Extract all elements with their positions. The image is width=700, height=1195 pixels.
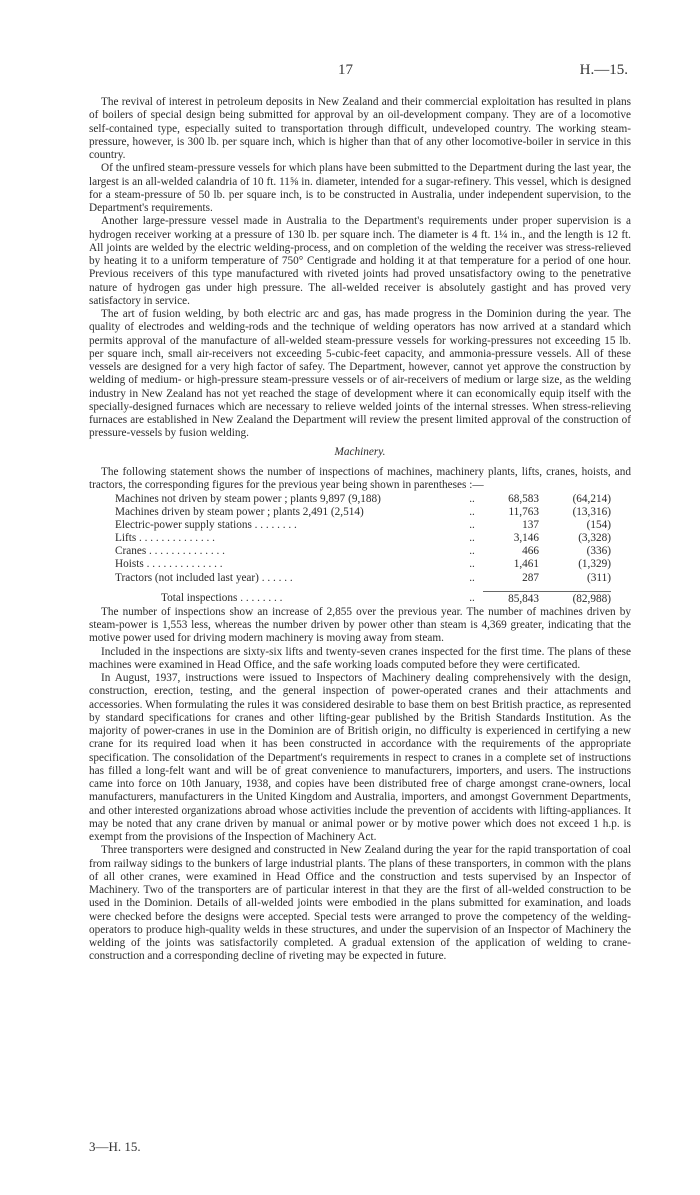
total-leader: .. bbox=[469, 592, 475, 605]
paragraph-inspection-increase: The number of inspections show an increase of 2,855 over the previous year. The number of machines driven by steam-power is 1,553 less, whereas the number driven by power other than steam is 4,369 greater, indicating that the motive power used for driving modern machinery is moving away from steam. bbox=[89, 605, 631, 645]
row-previous: (64,214) bbox=[572, 493, 611, 505]
row-leader: .. bbox=[469, 519, 475, 532]
row-previous: (154) bbox=[586, 519, 611, 532]
row-previous: (336) bbox=[586, 545, 611, 558]
table-row-total bbox=[115, 591, 611, 606]
footer-signature: 3—H. 15. bbox=[89, 1139, 141, 1154]
table-row bbox=[115, 532, 611, 545]
inspections-table bbox=[115, 493, 611, 606]
row-previous: (1,329) bbox=[578, 558, 611, 571]
row-leader: .. bbox=[469, 493, 475, 505]
row-label: Hoists . . . . . . . . . . . . . . bbox=[115, 558, 223, 571]
row-value: 11,763 bbox=[508, 506, 539, 519]
row-previous: (13,316) bbox=[572, 506, 611, 519]
row-value: 68,583 bbox=[508, 493, 539, 505]
table-row bbox=[115, 572, 611, 585]
paragraph-petroleum-boilers: The revival of interest in petroleum deposits in New Zealand and their commercial exploitation has resulted in plans of boilers of special design being submitted for approval by an oil-development company. They are of a locomotive self-contained type, especially suited to transportation through difficult, undeveloped country. The working steam-pressure, however, is 300 lb. per square inch, which is higher than that of any other locomotive-boiler in service in this country. bbox=[89, 96, 631, 161]
paragraph-fusion-welding: The art of fusion welding, by both electric arc and gas, has made progress in the Dominion during the year. The quality of electrodes and welding-rods and the technique of welding operators has now arrived at a standard which permits approval of the manufacture of all-welded steam-pressure vessels for working-pressures not exceeding 15 lb. per square inch, small air-receivers not exceeding 5-cubic-feet capacity, and ammonia-pressure vessels. All of these vessels are designed for a very high factor of safey. The Department, however, cannot yet approve the construction by welding of medium- or high-pressure steam-pressure vessels or of air-receivers of medium or large size, as the welding industry in New Zealand has not yet reached the stage of development where it can economically equip itself with the specially-designed furnaces which are necessary to relieve welded joints of the internal stresses. When stress-relieving furnaces are established in New Zealand the Department will review the present limited approval of the construction of pressure-vessels by fusion welding. bbox=[89, 308, 631, 440]
row-label: Electric-power supply stations . . . . . . . . bbox=[115, 519, 297, 532]
row-value: 137 bbox=[522, 519, 539, 532]
row-previous: (311) bbox=[587, 571, 611, 584]
row-leader: .. bbox=[469, 506, 475, 519]
table-row bbox=[115, 558, 611, 571]
paragraph-crane-instructions: In August, 1937, instructions were issued to Inspectors of Machinery dealing comprehensively with the design, construction, erection, testing, and the general inspection of power-operated cranes and their attachments and accessories. When formulating the rules it was considered desirable to base them on best British practice, as represented by standard specifications for cranes and other lifting-gear published by the British Standards Institution. As the majority of power-cranes in use in the Dominion are of British origin, no difficulty is experienced in certifying a new crane for its required load when it has been constructed in accordance with the requirements of the appropriate specification. The consolidation of the Department's requirements in respect to cranes in a complete set of instructions has filled a long-felt want and will be of great convenience to manufacturers, importers, and users. The instructions came into force on 10th January, 1938, and copies have been distributed free of charge amongst crane-owners, local manufacturers, manufacturers in the United Kingdom and Australia, importers, and amongst Government Departments, and other interested organizations abroad whose activities include the prevention of accidents with lifting-appliances. It may be noted that any crane driven by manual or animal power or by motive power which does not exceed 1 h.p. is exempt from the provisions of the Inspection of Machinery Act. bbox=[89, 672, 631, 843]
paragraph-first-time-inspections: Included in the inspections are sixty-six lifts and twenty-seven cranes inspected for the first time. The plans of these machines were examined in Head Office, and the safe working loads computed before they were certificated. bbox=[89, 645, 631, 671]
row-leader: .. bbox=[469, 558, 475, 571]
page-number: 17 bbox=[338, 62, 353, 78]
row-leader: .. bbox=[469, 532, 475, 545]
row-label: Lifts . . . . . . . . . . . . . . bbox=[115, 532, 215, 545]
row-previous: (3,328) bbox=[578, 532, 611, 545]
row-label: Machines not driven by steam power ; plants 9,897 (9,188) bbox=[115, 493, 381, 505]
paragraph-statement-intro: The following statement shows the number of inspections of machines, machinery plants, lifts, cranes, hoists, and tractors, the corresponding figures for the previous year being shown in parentheses :— bbox=[89, 465, 631, 491]
total-label: Total inspections . . . . . . . . bbox=[161, 592, 283, 605]
table-row bbox=[115, 519, 611, 532]
page-body bbox=[89, 96, 631, 964]
table-row bbox=[115, 506, 611, 519]
table-row bbox=[115, 545, 611, 558]
total-previous: (82,988) bbox=[572, 592, 611, 605]
row-leader: .. bbox=[469, 571, 475, 584]
paragraph-hydrogen-receiver: Another large-pressure vessel made in Australia to the Department's requirements under proper supervision is a hydrogen receiver working at a pressure of 130 lb. per square inch. The diameter is 4 ft. 1¼ in., and the length is 12 ft. All joints are welded by the electric welding-process, and on completion of the welding the receiver was stress-relieved by heating it to a uniform temperature of 750° Centigrade and holding it at that temperature for a period of one hour. Previous receivers of this type manufactured with riveted joints had proved unsatisfactory owing to the penetrative nature of hydrogen gas under high pressure. The all-welded receiver is absolutely gastight and has proved very satisfactory in service. bbox=[89, 215, 631, 307]
paragraph-unfired-vessels: Of the unfired steam-pressure vessels for which plans have been submitted to the Department during the last year, the largest is an all-welded calandria of 10 ft. 11⅝ in. diameter, intended for a sugar-refinery. This vessel, which is designed for a steam-pressure of 50 lb. per square inch, is to be constructed in Australia, under independent supervision, to the Department's requirements. bbox=[89, 162, 631, 214]
row-label: Cranes . . . . . . . . . . . . . . bbox=[115, 545, 225, 558]
row-value: 466 bbox=[522, 545, 539, 558]
row-value: 287 bbox=[522, 571, 539, 584]
total-value: 85,843 bbox=[508, 592, 539, 605]
table-row bbox=[115, 493, 611, 506]
row-value: 3,146 bbox=[513, 532, 539, 545]
row-leader: .. bbox=[469, 545, 475, 558]
row-value: 1,461 bbox=[513, 558, 539, 571]
section-title-machinery: Machinery. bbox=[334, 445, 386, 458]
paragraph-transporters: Three transporters were designed and constructed in New Zealand during the year for the rapid transportation of coal from railway sidings to the bunkers of large industrial plants. The plans of these transporters, in common with the plans of all other cranes, were examined in Head Office and the construction and tests supervised by an Inspector of Machinery. Two of the transporters are of particular interest in that they are the first of all-welded construction to be used in the Dominion. Details of all-welded joints were embodied in the plans submitted for examination, and loads were checked before the designs were accepted. Special tests were arranged to prove the competency of the welding-operators to produce high-quality welds in these structures, and under the supervision of an Inspector of Machinery the welding of the joints was satisfactorily completed. A gradual extension of the application of welding to crane-construction and a corresponding decline of riveting may be expected in future. bbox=[89, 844, 631, 963]
document-reference: H.—15. bbox=[579, 62, 628, 78]
row-label: Machines driven by steam power ; plants 2,491 (2,514) bbox=[115, 506, 364, 519]
row-label: Tractors (not included last year) . . . . . . bbox=[115, 571, 293, 584]
